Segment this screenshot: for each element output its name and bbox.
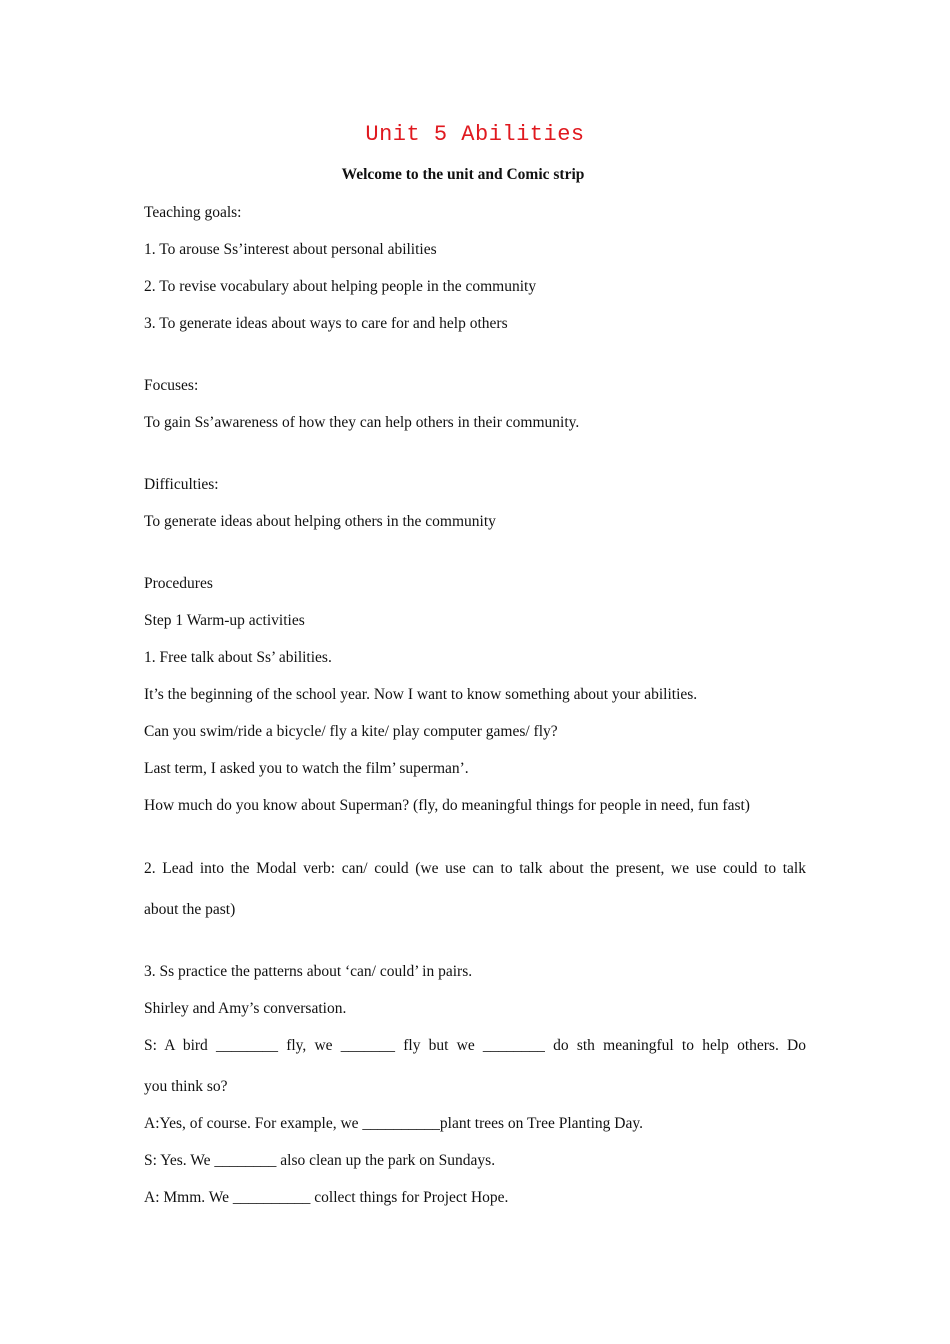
dialogue-line: A:Yes, of course. For example, we __________plant trees on Tree Planting Day. [144,1115,643,1132]
procedure-line: It’s the beginning of the school year. Now I want to know something about your abilities. [144,686,698,703]
dialogue-line: A: Mmm. We __________ collect things for Project Hope. [144,1189,509,1206]
teaching-goals-heading: Teaching goals: [144,204,242,221]
dialogue-line: S: Yes. We ________ also clean up the park on Sundays. [144,1152,496,1169]
procedure-line: Last term, I asked you to watch the film’ superman’. [144,760,469,777]
difficulties-heading: Difficulties: [144,476,219,493]
difficulties-text: To generate ideas about helping others in the community [144,513,496,530]
focuses-text: To gain Ss’awareness of how they can help others in their community. [144,414,580,431]
teaching-goal-item: 1. To arouse Ss’interest about personal abilities [144,241,437,258]
procedure-line: How much do you know about Superman? (fly, do meaningful things for people in need, fun fast) [144,797,750,814]
lead-in-line: 2. Lead into the Modal verb: can/ could (we use can to talk about the present, we use could to talk [144,860,806,877]
practice-line: 3. Ss practice the patterns about ‘can/ could’ in pairs. [144,963,473,980]
procedure-line: 1. Free talk about Ss’ abilities. [144,649,332,666]
lead-in-line: about the past) [144,901,236,918]
step-heading: Step 1 Warm-up activities [144,612,305,629]
teaching-goal-item: 3. To generate ideas about ways to care for and help others [144,315,508,332]
teaching-goal-item: 2. To revise vocabulary about helping people in the community [144,278,537,295]
focuses-heading: Focuses: [144,377,199,394]
conversation-intro: Shirley and Amy’s conversation. [144,1000,347,1017]
document-title: Unit 5 Abilities [365,122,585,147]
dialogue-line: you think so? [144,1078,228,1095]
dialogue-line: S: A bird ________ fly, we _______ fly but we ________ do sth meaningful to help others. Do [144,1037,806,1054]
document-subtitle: Welcome to the unit and Comic strip [341,166,585,183]
procedures-heading: Procedures [144,575,213,592]
procedure-line: Can you swim/ride a bicycle/ fly a kite/ play computer games/ fly? [144,723,558,740]
